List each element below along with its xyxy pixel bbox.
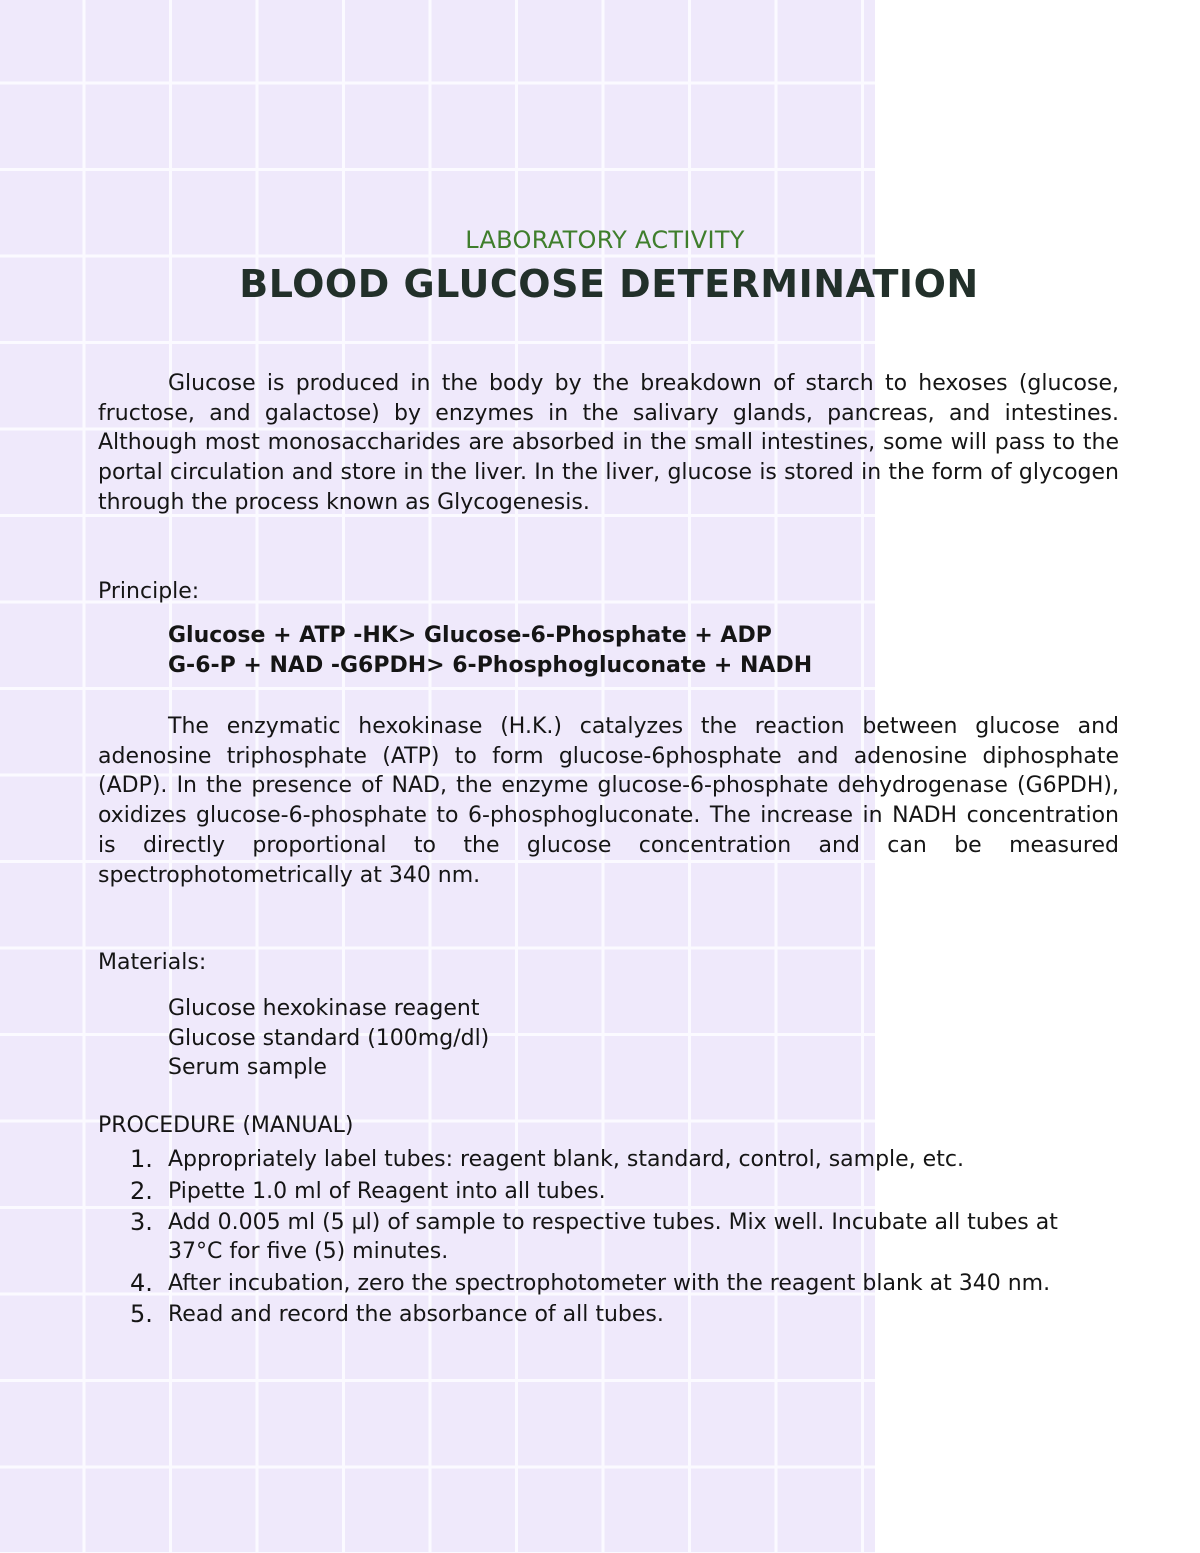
- document-kicker: LABORATORY ACTIVITY: [465, 226, 745, 254]
- document-title: BLOOD GLUCOSE DETERMINATION: [239, 262, 979, 306]
- step-number: 4.: [130, 1268, 153, 1297]
- materials-list: [168, 994, 489, 1083]
- equation-g6pdh: G-6-P + NAD -G6PDH> 6-Phosphogluconate + NADH: [168, 653, 813, 678]
- material-item: Serum sample: [168, 1055, 327, 1081]
- procedure-step: [130, 1145, 1119, 1174]
- step-text: Pipette 1.0 ml of Reagent into all tubes.: [168, 1178, 606, 1204]
- step-text: Read and record the absorbance of all tubes.: [168, 1302, 664, 1327]
- principle-text: The enzymatic hexokinase (H.K.) catalyzes the reaction between glucose and adenosine triphosphate (ATP) to form glucose-6phosphate and adenosine diphosphate (ADP). In the presence of NAD, the enzyme glucose-6-phosphate dehydrogenase (G6PDH), oxidizes glucose-6-phosphate to 6-phosphogluconate. The increase in NADH concentration is directly proportional to the glucose concentration and can be measured spectrophotometrically at 340 nm.: [98, 714, 1119, 888]
- step-text: After incubation, zero the spectrophotometer with the reagent blank at 340 nm.: [168, 1270, 1051, 1296]
- step-number: 3.: [130, 1208, 153, 1236]
- step-number: 1.: [130, 1145, 153, 1173]
- material-item: Glucose standard (100mg/dl): [168, 1025, 490, 1051]
- material-item: Glucose hexokinase reagent: [168, 996, 480, 1021]
- procedure-step: [130, 1300, 1119, 1329]
- step-number: 5.: [130, 1300, 153, 1328]
- procedure-heading: PROCEDURE (MANUAL): [98, 1113, 354, 1138]
- procedure-steps: [130, 1145, 1119, 1332]
- procedure-step: [130, 1177, 1119, 1206]
- step-text: Appropriately label tubes: reagent blank, standard, control, sample, etc.: [168, 1147, 964, 1172]
- intro-paragraph: [98, 369, 1119, 518]
- step-number: 2.: [130, 1176, 153, 1205]
- procedure-step: [130, 1208, 1119, 1266]
- step-text: Add 0.005 ml (5 µl) of sample to respective tubes. Mix well. Incubate all tubes at 37°C for five (5) minutes.: [168, 1210, 1058, 1264]
- principle-heading: Principle:: [98, 579, 200, 604]
- procedure-step: [130, 1269, 1119, 1298]
- intro-text: Glucose is produced in the body by the breakdown of starch to hexoses (glucose, fructose, and galactose) by enzymes in the salivary glands, pancreas, and intestines. Although most monosaccharides are absorbed in the small intestines, some will pass to the portal circulation and store in the liver. In the liver, glucose is stored in the form of glycogen through the process known as Glycogenesis.: [98, 371, 1119, 515]
- equation-hexokinase: Glucose + ATP -HK> Glucose-6-Phosphate + ADP: [168, 623, 772, 648]
- principle-paragraph: [98, 712, 1119, 890]
- materials-heading: Materials:: [98, 950, 207, 975]
